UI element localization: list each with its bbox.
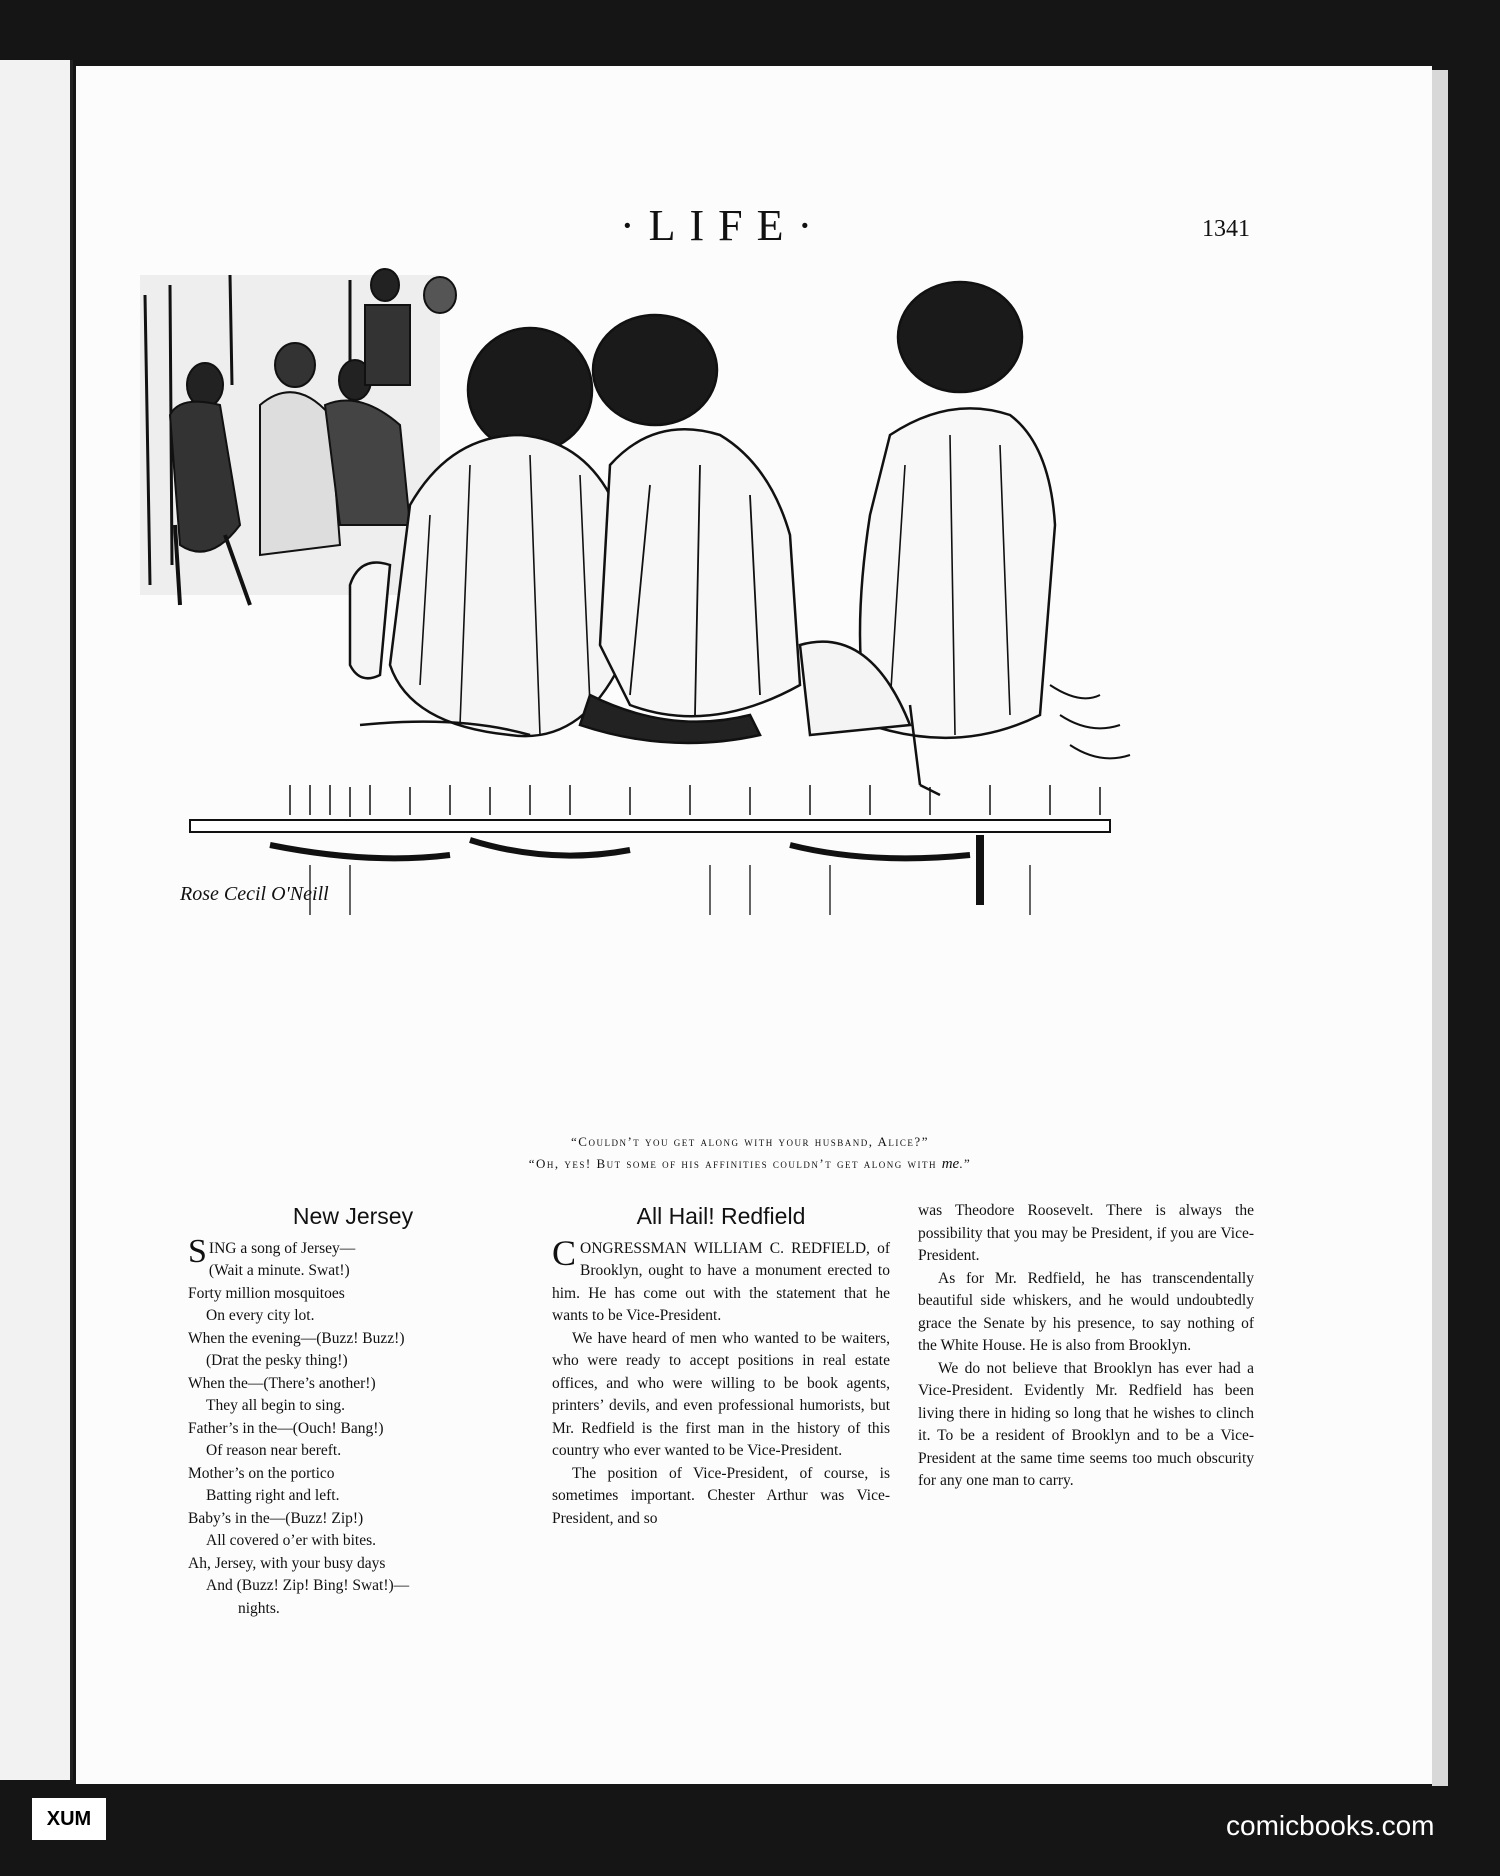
masthead: ·LIFE· [620,201,827,250]
poem-line: Mother’s on the portico [188,1464,335,1482]
watermark: comicbooks.com [1226,1810,1435,1841]
poem-line: When the evening—(Buzz! Buzz!) [188,1329,405,1347]
article-paragraph-1-text: ONGRESSMAN WILLIAM C. REDFIELD, of Brooklyn, ought to have a monument erected to him. He has come out with the statement that he wants to be Vice-President. [552,1239,890,1324]
poem-line: ING a song of Jersey— [208,1239,356,1257]
article-column-2 [918,1200,1254,1493]
article-paragraph-1 [552,1232,890,1328]
poem-line: Of reason near bereft. [206,1442,342,1459]
woman-right [800,282,1055,795]
poem-line: Baby’s in the—(Buzz! Zip!) [188,1509,364,1527]
article-column-1 [552,1205,890,1530]
caption-line-2-end: .” [959,1156,972,1171]
poem-column [188,1205,518,1620]
poem-line: Father’s in the—(Ouch! Bang!) [188,1419,384,1437]
article-paragraph-2: We have heard of men who wanted to be waiters, who were ready to accept positions in real estate offices, and who were willing to be book agents, printers’ devils, and even professional humorists, but Mr. Redfield is the first man in the history of this country who ever wanted to be Vice-President. [552,1329,890,1459]
article-paragraph-4: As for Mr. Redfield, he has transcendentally beautiful side whiskers, and he would undoubtedly grace the Senate by his presence, to say nothing of the White House. He is also from Brooklyn. [918,1269,1254,1354]
foliage [1050,685,1130,758]
poem-line: (Wait a minute. Swat!) [208,1262,350,1279]
article-paragraph-3-continued: was Theodore Roosevelt. There is always the possibility that you may be President, if you are Vice-President. [918,1202,1254,1264]
poem-line: On every city lot. [206,1307,315,1324]
poem-line: Ah, Jersey, with your busy days [188,1554,386,1572]
caption-line-2 [180,1156,1320,1173]
facing-page-edge [0,60,73,1780]
article-paragraph-5: We do not believe that Brooklyn has ever had a Vice-President. Evidently Mr. Redfield has been living there in hiding so long that he wishes to clinch it. To be a resident of Brooklyn and to be a Vice-President at the same time seems too much obscurity for any one man to carry. [918,1359,1254,1489]
corner-label: XUM [32,1798,106,1840]
illustration [110,265,1350,1125]
caption-line-1: “Couldn’t you get along with your husband, Alice?” [571,1134,929,1149]
poem-line: And (Buzz! Zip! Bing! Swat!)— [206,1577,410,1594]
poem-line: When the—(There’s another!) [188,1374,376,1392]
poem-line: Batting right and left. [206,1487,340,1504]
artist-signature: Rose Cecil O'Neill [180,883,329,905]
poem-line: They all begin to sing. [206,1397,346,1414]
poem-line: (Drat the pesky thing!) [206,1352,348,1369]
page-edge-shadow [1432,70,1448,1786]
poem-drop-cap: S [188,1232,207,1270]
page-number: 1341 [1202,216,1250,242]
caption-line-2-text: “Oh, yes! But some of his affinities couldn’t get along with [528,1156,942,1171]
poem-body [188,1232,518,1621]
article-drop-cap: C [552,1232,577,1273]
poem-line: nights. [238,1599,280,1617]
poem-line: Forty million mosquitoes [188,1284,345,1302]
caption-emphasis: me [941,1156,960,1172]
article-title: All Hail! Redfield [636,1203,806,1229]
poem-line: All covered o’er with bites. [206,1532,377,1549]
article-paragraph-3: The position of Vice-President, of course, is sometimes important. Chester Arthur was Vice-President, and so [552,1464,890,1527]
poem-title: New Jersey [292,1203,414,1229]
